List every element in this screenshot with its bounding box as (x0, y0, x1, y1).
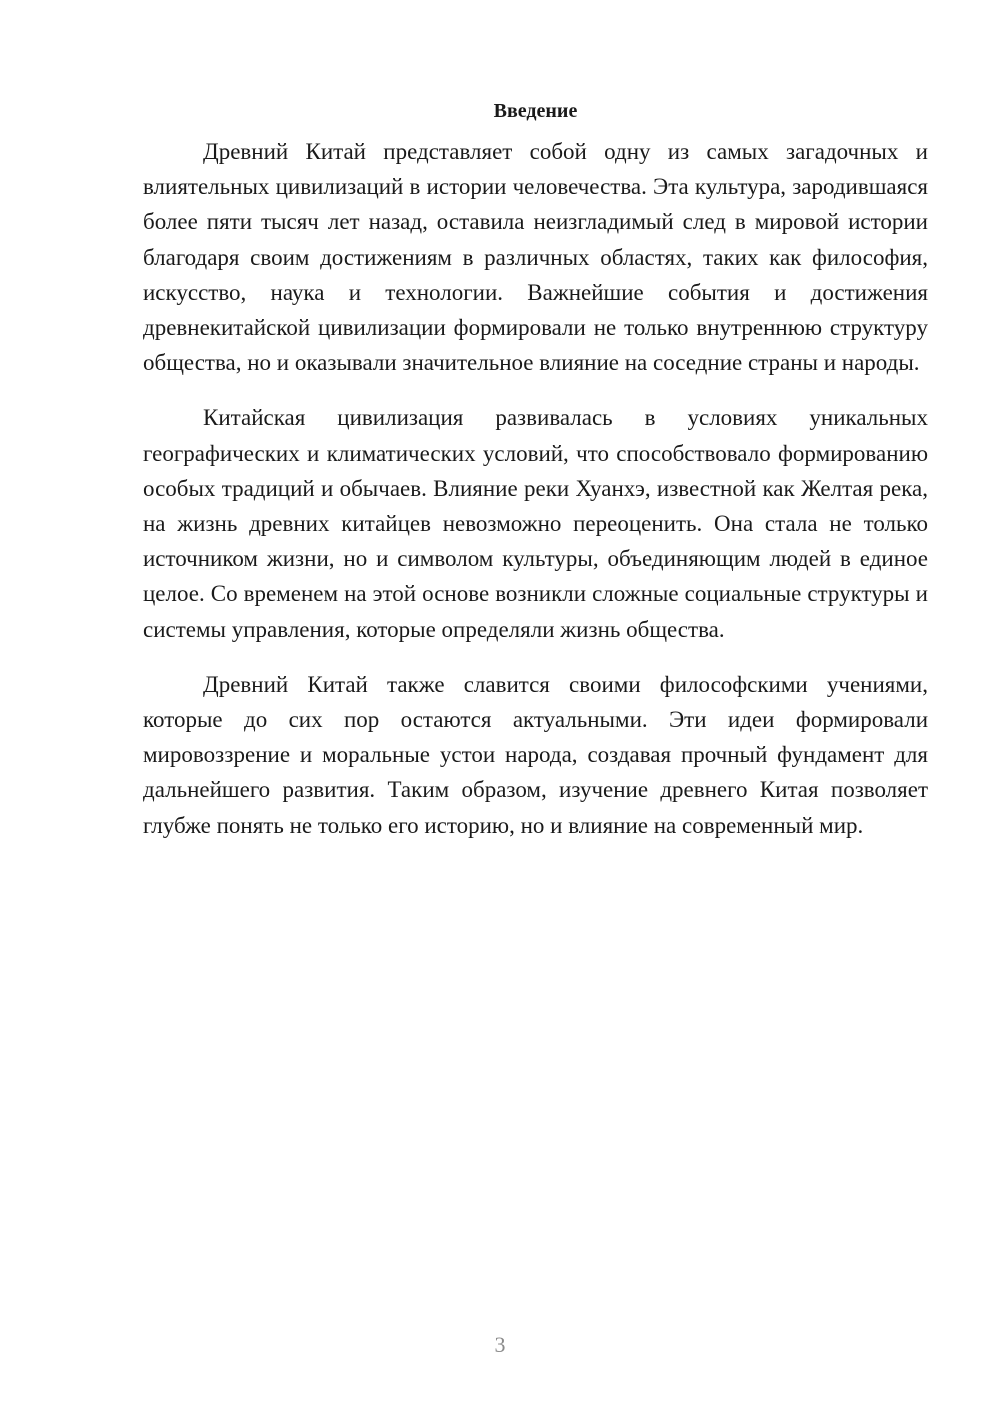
section-title: Введение (493, 100, 578, 122)
paragraph-1: Древний Китай представляет собой одну из самых загадочных и влиятельных цивилизаций в истории человечества. Эта культура, зародившаяся более пяти тысяч лет назад, оставила неизгладимый след в мировой истории благодаря своим достижениям в различных областях, таких как философия, искусство, наука и технологии. Важнейшие события и достижения древнекитайской цивилизации формировали не только внутреннюю структуру общества, но и оказывали значительное влияние на соседние страны и народы. (143, 139, 928, 376)
page-number: 3 (494, 1332, 506, 1357)
paragraph-3: Древний Китай также славится своими философскими учениями, которые до сих пор остаются актуальными. Эти идеи формировали мировоззрение и моральные устои народа, создавая прочный фундамент для дальнейшего развития. Таким образом, изучение древнего Китая позволяет глубже понять не только его историю, но и влияние на современный мир. (143, 671, 928, 838)
paragraph-2: Китайская цивилизация развивалась в условиях уникальных географических и климатических условий, что способствовало формированию особых традиций и обычаев. Влияние реки Хуанхэ, известной как Желтая река, на жизнь древних китайцев невозможно переоценить. Она стала не только источником жизни, но и символом культуры, объединяющим людей в единое целое. Со временем на этой основе возникли сложные социальные структуры и системы управления, которые определяли жизнь общества. (143, 405, 928, 642)
page-content (143, 96, 928, 843)
